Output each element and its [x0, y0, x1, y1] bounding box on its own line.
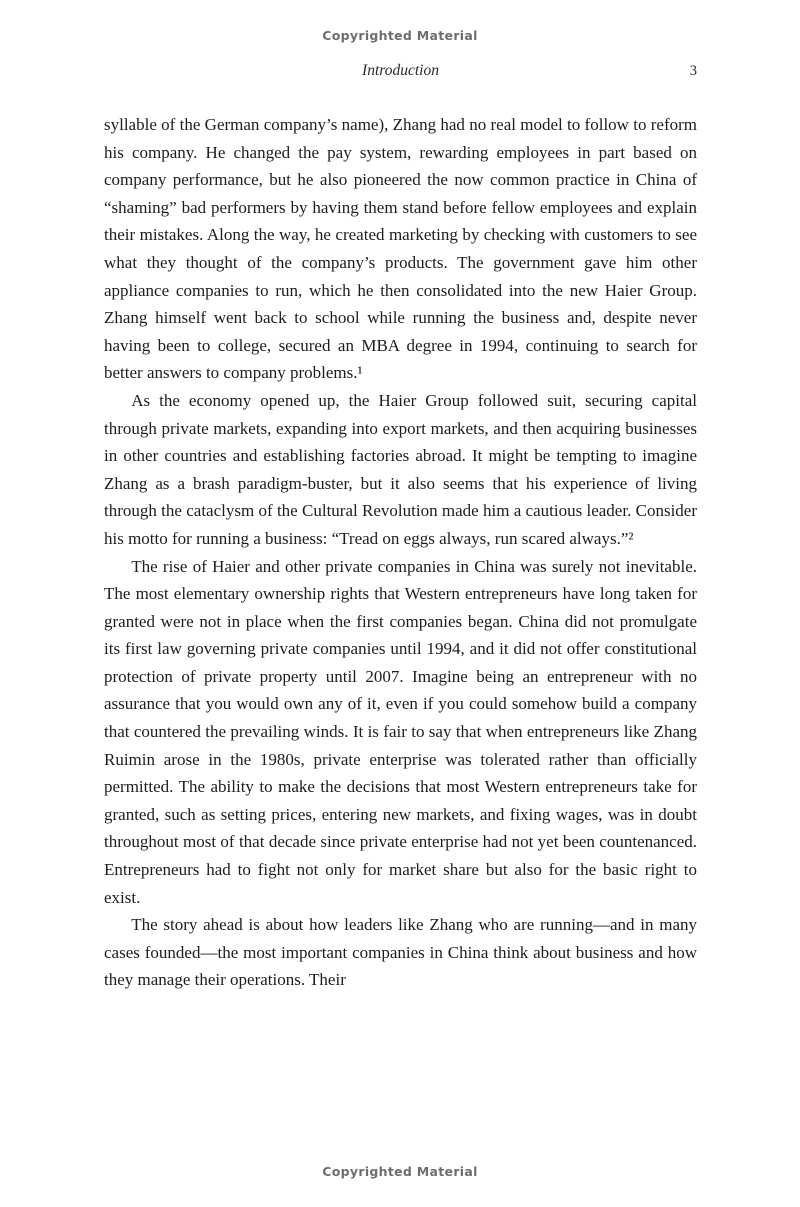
paragraph-4: The story ahead is about how leaders like Zhang who are running—and in many cases founded—the most important companies in China think about business and how they manage their operations. Their [104, 915, 697, 990]
page-header [104, 62, 697, 84]
paragraph-2: As the economy opened up, the Haier Group followed suit, securing capital through private markets, expanding into export markets, and then acquiring businesses in other countries and establishing factories abroad. It might be tempting to imagine Zhang as a brash paradigm-buster, but it also seems that his experience of living through the cataclysm of the Cultural Revolution made him a cautious leader. Consider his motto for running a business: “Tread on eggs always, run scared always.”² [104, 390, 697, 548]
body-text [104, 111, 697, 994]
running-head: Introduction [362, 62, 439, 79]
copyright-notice-bottom: Copyrighted Material [322, 1164, 478, 1179]
page-number: 3 [689, 63, 697, 79]
paragraph-1: syllable of the German company’s name), Zhang had no real model to follow to reform his company. He changed the pay system, rewarding employees in part based on company performance, but he also pioneered the now common practice in China of “shaming” bad performers by having them stand before fellow employees and explain their mistakes. Along the way, he created marketing by checking with customers to see what they thought of the company’s products. The government gave him other appliance companies to run, which he then consolidated into the new Haier Group. Zhang himself went back to school while running the business and, despite never having been to college, secured an MBA degree in 1994, continuing to search for better answers to company problems.¹ [104, 115, 697, 383]
copyright-notice-top: Copyrighted Material [322, 28, 478, 43]
paragraph-3: The rise of Haier and other private companies in China was surely not inevitable. The most elementary ownership rights that Western entrepreneurs have long taken for granted were not in place when the first companies began. China did not promulgate its first law governing private companies until 1994, and it did not offer constitutional protection of private property until 2007. Imagine being an entrepreneur with no assurance that you would own any of it, even if you could somehow build a company that countered the prevailing winds. It is fair to say that when entrepreneurs like Zhang Ruimin arose in the 1980s, private enterprise was tolerated rather than officially permitted. The ability to make the decisions that most Western entrepreneurs take for granted, such as setting prices, entering new markets, and fixing wages, was in doubt throughout most of that decade since private enterprise had not yet been countenanced. Entrepreneurs had to fight not only for market share but also for the basic right to exist. [104, 556, 697, 907]
